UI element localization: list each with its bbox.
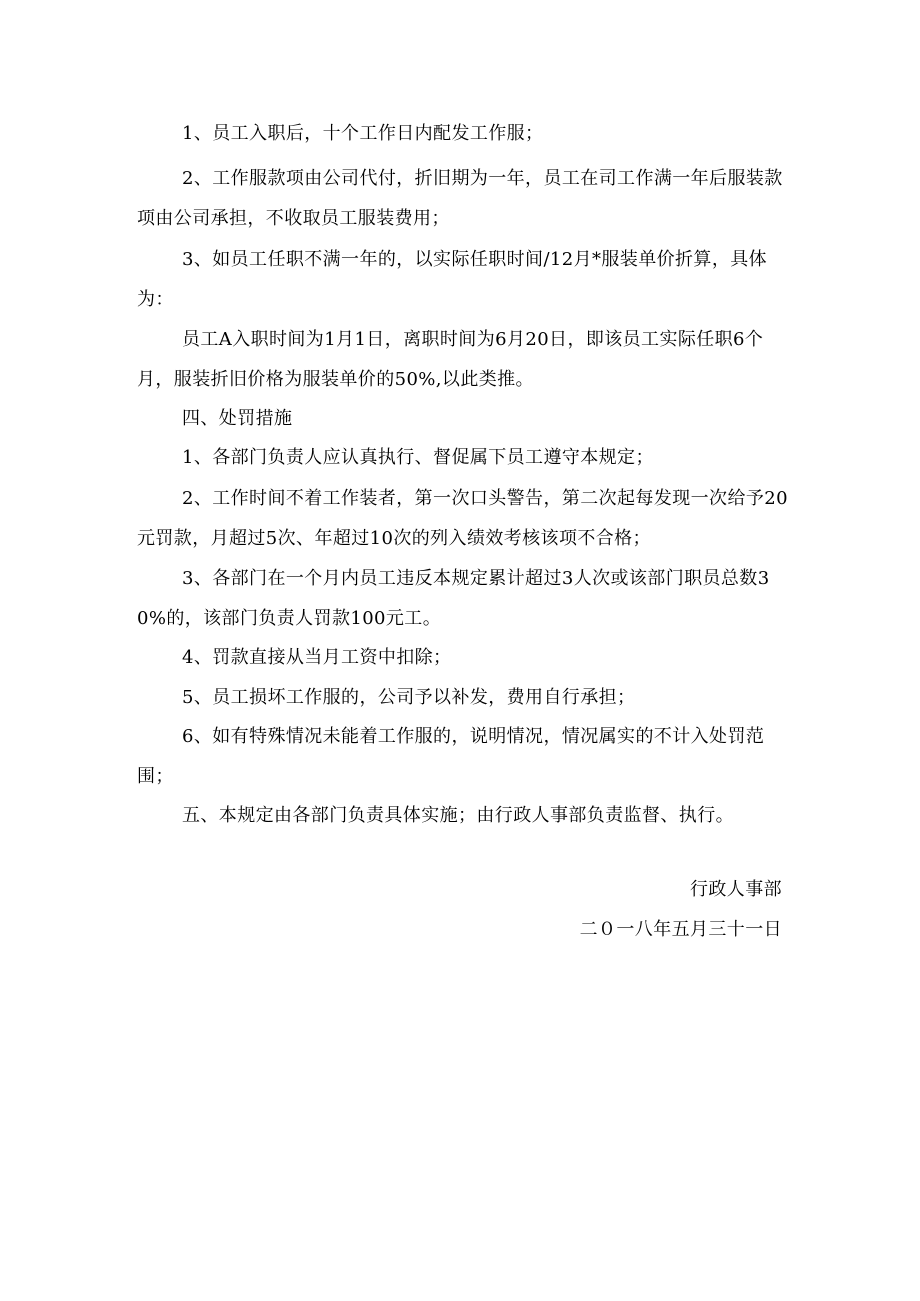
section-five: 五、本规定由各部门负责具体实施；由行政人事部负责监督、执行。 (182, 805, 734, 826)
paragraph-4: 员工A入职时间为1月1日，离职时间为6月20日，即该员工实际任职6个月，服装折旧价格为服装单价的50%,以此类推。 (137, 329, 764, 390)
signature-department: 行政人事部 (690, 879, 782, 900)
paragraph-penalty-1: 1、各部门负责人应认真执行、督促属下员工遵守本规定； (182, 447, 654, 468)
section-heading-penalties: 四、处罚措施 (182, 408, 293, 429)
paragraph-1: 1、员工入职后，十个工作日内配发工作服； (182, 123, 544, 144)
signature-date: 二０一八年五月三十一日 (579, 919, 782, 940)
paragraph-penalty-5: 5、员工损坏工作服的，公司予以补发，费用自行承担； (182, 687, 636, 708)
paragraph-3: 3、如员工任职不满一年的，以实际任职时间/12月*服装单价折算，具体为： (137, 249, 768, 310)
paragraph-penalty-4: 4、罚款直接从当月工资中扣除； (182, 647, 452, 668)
paragraph-penalty-2: 2、工作时间不着工作装者，第一次口头警告，第二次起每发现一次给予20元罚款，月超过5次、年超过10次的列入绩效考核该项不合格； (137, 488, 788, 549)
paragraph-penalty-3: 3、各部门在一个月内员工违反本规定累计超过3人次或该部门职员总数30%的，该部门负责人罚款100元工。 (137, 568, 770, 629)
paragraph-2: 2、工作服款项由公司代付，折旧期为一年，员工在司工作满一年后服装款项由公司承担，不收取员工服装费用； (137, 168, 783, 229)
paragraph-penalty-6: 6、如有特殊情况未能着工作服的，说明情况，情况属实的不计入处罚范围； (137, 726, 765, 787)
